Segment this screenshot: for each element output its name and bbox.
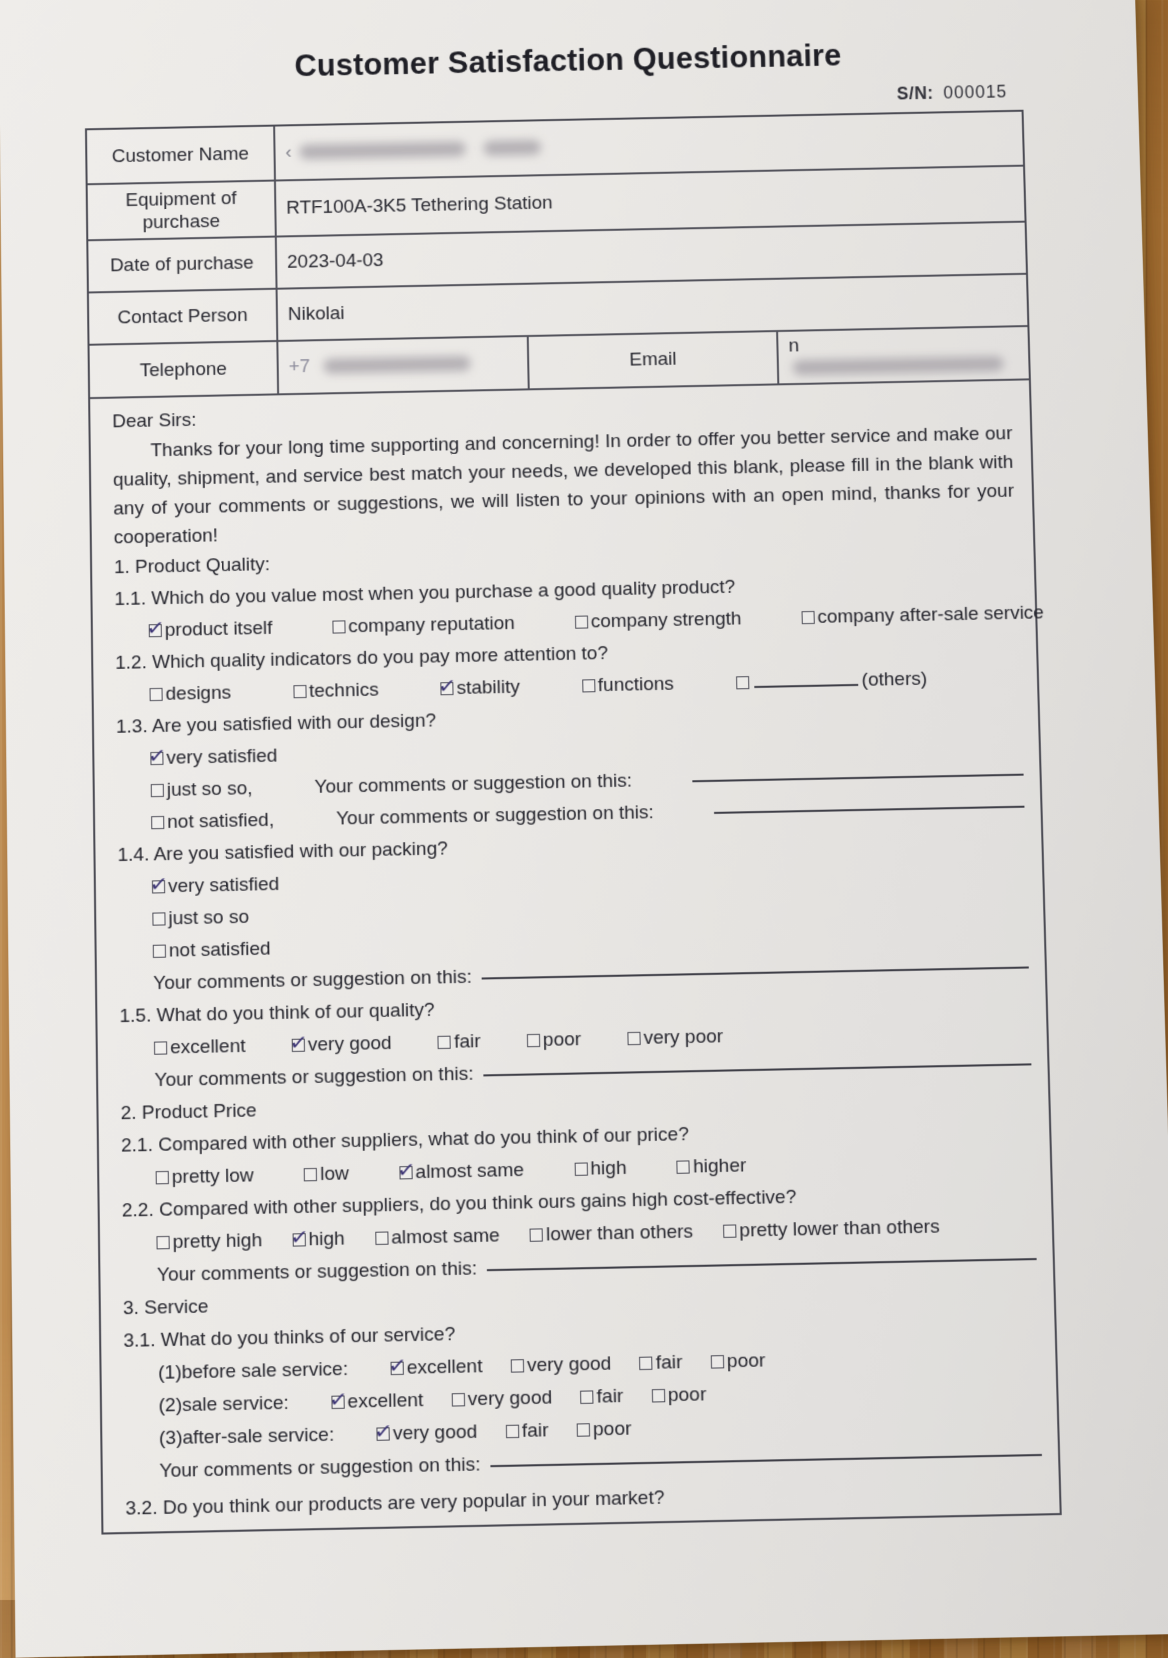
option-company-strength <box>574 603 741 638</box>
checkbox-icon <box>639 1357 652 1371</box>
option-designs <box>149 678 231 712</box>
equipment-value: RTF100A-3K5 Tethering Station <box>275 166 1025 237</box>
option-label: very poor <box>643 1026 724 1049</box>
checkbox-icon <box>156 1171 169 1184</box>
checkbox-icon <box>149 624 162 637</box>
checkbox-icon <box>150 752 163 765</box>
question-1-3: 1.3. Are you satisfied with our design? <box>115 710 437 738</box>
question-3-1: 3.1. What do you thinks of our service? <box>123 1323 456 1352</box>
option-label: almost same <box>390 1225 500 1249</box>
checkbox-icon <box>399 1166 412 1179</box>
option-label: fair <box>453 1031 481 1053</box>
option-fair <box>639 1347 683 1381</box>
option-others-blank <box>735 664 927 700</box>
option-very-satisfied <box>150 741 277 776</box>
checkbox-icon <box>530 1228 543 1241</box>
page-title: Customer Satisfaction Questionnaire <box>294 37 842 84</box>
option-high <box>574 1153 627 1187</box>
question-1-5: 1.5. What do you think of our quality? <box>119 999 435 1028</box>
option-label: almost same <box>415 1159 525 1184</box>
checkbox-icon <box>152 912 165 925</box>
checkbox-icon <box>577 1423 590 1437</box>
option-company-after-sale-service <box>801 597 1044 634</box>
option-poor <box>577 1413 632 1447</box>
option-label: fair <box>521 1419 549 1442</box>
checkbox-icon <box>377 1427 390 1441</box>
comments-label: Your comments or suggestion on this: <box>314 770 633 798</box>
option-label: excellent <box>406 1355 483 1379</box>
option-company-reputation <box>332 608 515 644</box>
redacted-customer-name-2 <box>483 140 541 156</box>
option-label: poor <box>542 1028 582 1051</box>
option-fair <box>505 1415 549 1449</box>
option-not-satisfied <box>151 805 274 840</box>
comments-label: Your comments or suggestion on this: <box>154 1063 474 1092</box>
checkbox-icon <box>452 1393 465 1407</box>
option-poor <box>527 1024 582 1057</box>
option-label: not satisfied, <box>167 809 275 833</box>
option-label: not satisfied <box>168 938 271 962</box>
sub-question-label: (2)sale service: <box>158 1392 290 1417</box>
section-3-title: 3. Service <box>122 1296 209 1320</box>
checkbox-icon <box>154 1041 167 1054</box>
option-excellent <box>154 1031 246 1065</box>
question-1-2: 1.2. Which quality indicators do you pay more attention to? <box>115 643 609 674</box>
option-label: very good <box>307 1032 392 1056</box>
checkbox-icon <box>292 1039 305 1052</box>
checkbox-icon <box>711 1355 724 1369</box>
checkbox-icon <box>511 1359 524 1373</box>
customer-name-label: Customer Name <box>87 127 275 185</box>
option-label: company after-sale service <box>817 602 1045 628</box>
option-label: just so so <box>168 906 250 930</box>
option-label: poor <box>592 1418 632 1441</box>
blank-underline <box>714 792 1025 814</box>
option-label: technics <box>308 679 379 702</box>
checkbox-icon <box>375 1231 388 1244</box>
comments-label: Your comments or suggestion on this: <box>156 1258 478 1287</box>
option-very-good <box>511 1348 612 1383</box>
checkbox-icon <box>151 784 164 797</box>
option-label: designs <box>165 682 232 705</box>
blank-underline <box>692 760 1024 783</box>
salutation: Dear Sirs: <box>112 409 197 433</box>
option-functions <box>582 669 675 703</box>
option-label: poor <box>667 1384 707 1407</box>
option-low <box>304 1158 349 1191</box>
option-label: company reputation <box>348 612 516 638</box>
checkbox-icon <box>505 1425 518 1439</box>
serial-number-value: 000015 <box>943 81 1008 103</box>
option-label: excellent <box>170 1035 246 1059</box>
comments-label: Your comments or suggestion on this: <box>336 802 655 830</box>
checkbox-icon <box>652 1389 665 1403</box>
checkbox-icon <box>580 1390 593 1404</box>
contact-value: Nikolai <box>277 274 1028 341</box>
option-not-satisfied <box>153 933 271 968</box>
email-label: Email <box>527 331 778 388</box>
customer-info-table <box>87 112 1029 397</box>
checkbox-icon <box>677 1160 690 1173</box>
checkbox-icon <box>527 1034 540 1047</box>
redacted-telephone <box>323 356 470 374</box>
option-label: very good <box>526 1353 612 1377</box>
others-suffix: (others) <box>861 668 928 691</box>
option-very-good <box>451 1382 552 1417</box>
option-label: higher <box>692 1155 747 1178</box>
checkbox-icon <box>582 679 595 692</box>
option-label: low <box>320 1163 350 1186</box>
question-2-1: 2.1. Compared with other suppliers, what do you think of our price? <box>120 1123 690 1157</box>
option-label: very good <box>467 1387 553 1411</box>
customer-name-mark: ‹ <box>285 141 292 163</box>
sub-question-label: (3)after-sale service: <box>158 1424 335 1450</box>
option-label: very good <box>392 1421 478 1445</box>
blank-underline <box>754 672 858 688</box>
question-1-4: 1.4. Are you satisfied with our packing? <box>117 838 448 867</box>
checkbox-icon <box>441 682 454 695</box>
telephone-label: Telephone <box>90 341 279 397</box>
option-very-satisfied <box>152 869 280 904</box>
checkbox-icon <box>150 688 163 701</box>
option-lower-than-others <box>530 1216 694 1252</box>
date-label: Date of purchase <box>88 237 276 293</box>
option-label: very satisfied <box>166 745 278 769</box>
option-very-good <box>376 1416 477 1451</box>
option-poor <box>651 1379 706 1413</box>
checkbox-icon <box>390 1362 403 1376</box>
questionnaire-form <box>85 110 1062 1535</box>
contact-label: Contact Person <box>89 289 277 345</box>
telephone-cell <box>277 336 528 393</box>
checkbox-icon <box>304 1168 317 1181</box>
checkbox-icon <box>293 685 306 698</box>
comments-label: Your comments or suggestion on this: <box>153 966 472 995</box>
checkbox-icon <box>153 945 166 958</box>
option-pretty-high <box>156 1225 262 1260</box>
option-higher <box>677 1150 747 1184</box>
option-label: just so so, <box>166 778 253 801</box>
option-high <box>292 1223 345 1257</box>
question-1-1: 1.1. Which do you value most when you purchase a good quality product? <box>114 576 736 611</box>
option-label: product itself <box>164 617 273 641</box>
checkbox-icon <box>156 1236 169 1249</box>
option-very-good <box>292 1028 392 1062</box>
section-1-title: 1. Product Quality: <box>113 554 271 579</box>
option-label: company strength <box>590 608 742 633</box>
option-label: fair <box>596 1385 624 1408</box>
option-label: poor <box>726 1350 766 1373</box>
option-label: lower than others <box>545 1221 694 1246</box>
checkbox-icon <box>332 620 345 633</box>
option-label: fair <box>655 1351 683 1374</box>
question-2-2: 2.2. Compared with other suppliers, do you think ours gains high cost-effective? <box>121 1186 797 1222</box>
letter-body: Thanks for your long time supporting and concerning! In order to offer you better service and make our quality, shipment, and service best match your needs, we developed this blank, please fill in the blank with any of your comments or suggestions, we will listen to your opinions with an open mind, thanks for your cooperation! <box>112 423 1015 549</box>
checkbox-icon <box>151 816 164 829</box>
checkbox-icon <box>574 1162 587 1175</box>
telephone-value: +7 <box>288 356 311 378</box>
option-poor <box>710 1345 765 1379</box>
question-3-2: 3.2. Do you think our products are very popular in your market? <box>125 1487 665 1520</box>
letter-and-questions <box>90 378 1059 1526</box>
checkbox-icon <box>438 1036 451 1049</box>
option-almost-same <box>399 1155 524 1190</box>
email-cell <box>777 326 1028 383</box>
option-stability <box>440 672 520 706</box>
option-label: very satisfied <box>167 873 280 898</box>
checkbox-icon <box>152 880 165 893</box>
checkbox-icon <box>801 611 814 624</box>
date-value: 2023-04-03 <box>276 222 1026 289</box>
checkbox-icon <box>723 1224 736 1237</box>
option-label: excellent <box>347 1389 424 1413</box>
checkbox-icon <box>331 1395 344 1409</box>
checkbox-icon <box>575 616 588 629</box>
section-2-title: 2. Product Price <box>120 1100 257 1125</box>
option-label: pretty lower than others <box>739 1216 940 1242</box>
option-excellent <box>390 1351 483 1386</box>
option-very-poor <box>627 1021 723 1055</box>
email-value: n <box>788 335 800 357</box>
comments-label: Your comments or suggestion on this: <box>159 1454 481 1483</box>
option-label: high <box>308 1228 345 1251</box>
option-label: pretty high <box>172 1229 263 1254</box>
option-product-itself <box>149 613 273 647</box>
redacted-customer-name <box>300 142 467 160</box>
option-technics <box>293 675 379 709</box>
checkbox-icon <box>627 1032 640 1045</box>
option-just-so-so <box>151 773 253 807</box>
checkbox-icon <box>736 676 749 689</box>
option-just-so-so <box>152 902 249 936</box>
option-label: pretty low <box>171 1165 254 1189</box>
equipment-label: Equipment of purchase <box>88 181 276 241</box>
checkbox-icon <box>292 1233 305 1246</box>
serial-number-label: S/N: <box>896 83 934 104</box>
option-pretty-low <box>156 1160 254 1194</box>
sub-question-label: (1)before sale service: <box>158 1358 349 1384</box>
option-almost-same <box>375 1220 500 1255</box>
redacted-email <box>793 357 1004 376</box>
option-label: stability <box>456 676 521 699</box>
option-fair <box>580 1381 624 1415</box>
option-label: functions <box>597 673 675 697</box>
option-pretty-lower-than-others <box>723 1211 940 1248</box>
option-fair <box>438 1026 481 1059</box>
option-label: high <box>590 1157 627 1180</box>
